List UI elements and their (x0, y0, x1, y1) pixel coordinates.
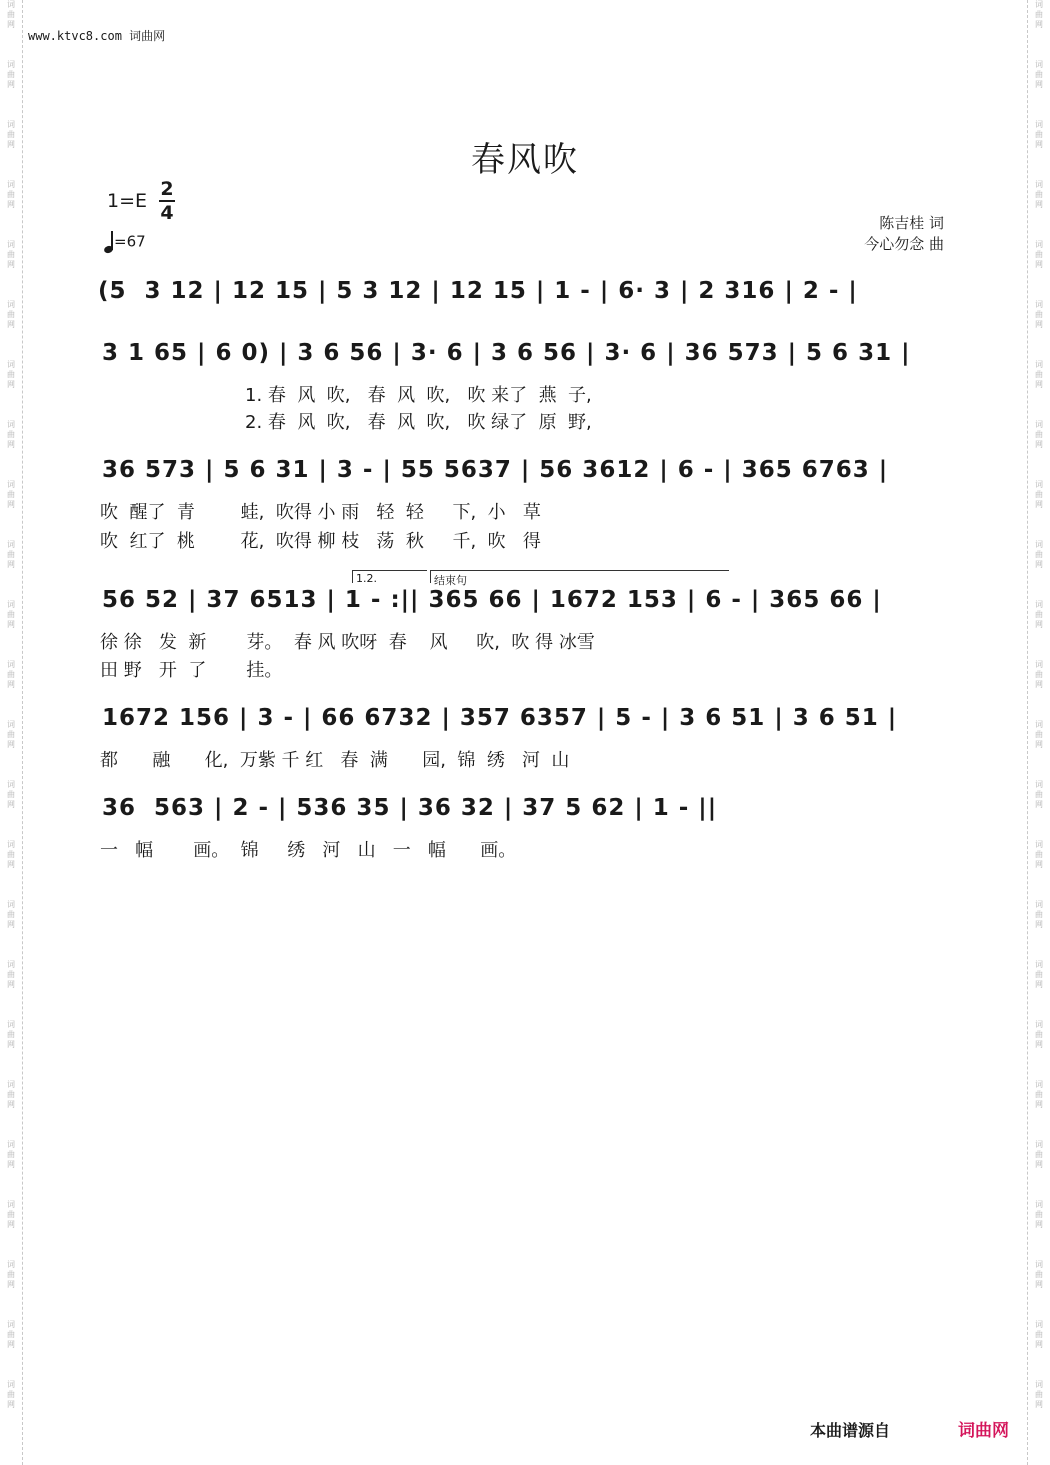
side-watermark: 词 曲 网 (1035, 120, 1043, 149)
side-watermark: 词 曲 网 (1035, 600, 1043, 629)
side-watermark: 词 曲 网 (7, 120, 15, 149)
side-watermark: 词 曲 网 (1035, 1080, 1043, 1109)
time-signature-bottom: 4 (160, 202, 174, 224)
volta-bracket-first (352, 570, 427, 583)
side-watermark: 词 曲 网 (7, 360, 15, 389)
side-watermark: 词 曲 网 (7, 960, 15, 989)
side-watermark: 词 曲 网 (7, 1020, 15, 1049)
side-watermark: 词 曲 网 (7, 600, 15, 629)
music-notes: 3 1 65 | 6 0) | 3 6 56 | 3· 6 | 3 6 56 | 3· 6 | 36 573 | 5 6 31 | (102, 340, 911, 366)
side-watermark: 词 曲 网 (1035, 1140, 1043, 1169)
time-signature (158, 178, 176, 224)
side-watermark: 词 曲 网 (7, 840, 15, 869)
side-watermark: 词 曲 网 (7, 1080, 15, 1109)
side-watermark: 词 曲 网 (7, 60, 15, 89)
tempo-marking (104, 231, 146, 253)
side-watermark: 词 曲 网 (1035, 60, 1043, 89)
side-watermark: 词 曲 网 (1035, 240, 1043, 269)
music-notes: 56 52 | 37 6513 | 1 - :|| 365 66 | 1672 153 | 6 - | 365 66 | (102, 587, 882, 613)
lyrics-verse-2: 吹 红了 桃 花, 吹得 柳 枝 荡 秋 千, 吹 得 (100, 531, 541, 552)
tempo-value: =67 (114, 232, 146, 251)
side-watermark: 词 曲 网 (1035, 1320, 1043, 1349)
side-watermark: 词 曲 网 (1035, 1260, 1043, 1289)
lyrics-verse-1: 1. 春 风 吹, 春 风 吹, 吹 来了 燕 子, (245, 385, 592, 406)
volta-label: 结束句 (434, 574, 467, 587)
quarter-note-icon (104, 231, 114, 253)
lyrics-verse-2: 田 野 开 了 挂。 (100, 660, 283, 681)
side-watermark: 词 曲 网 (7, 0, 15, 29)
source-site-link[interactable]: 词曲网 (958, 1421, 1009, 1441)
left-margin-strip (0, 0, 23, 1465)
side-watermark: 词 曲 网 (7, 1380, 15, 1409)
side-watermark: 词 曲 网 (7, 780, 15, 809)
site-url[interactable]: www.ktvc8.com 词曲网 (28, 29, 166, 43)
lyrics-verse-1: 一 幅 画。 锦 绣 河 山 一 幅 画。 (100, 840, 517, 861)
music-notes: 36 573 | 5 6 31 | 3 - | 55 5637 | 56 3612 | 6 - | 365 6763 | (102, 457, 889, 483)
side-watermark: 词 曲 网 (7, 1320, 15, 1349)
key-signature: 1=E (107, 190, 148, 212)
side-watermark: 词 曲 网 (1035, 780, 1043, 809)
side-watermark: 词 曲 网 (7, 240, 15, 269)
side-watermark: 词 曲 网 (7, 1260, 15, 1289)
right-margin-strip (1027, 0, 1050, 1465)
side-watermark: 词 曲 网 (7, 660, 15, 689)
side-watermark: 词 曲 网 (1035, 420, 1043, 449)
time-signature-top: 2 (160, 178, 174, 200)
music-notes: 1672 156 | 3 - | 66 6732 | 357 6357 | 5 - | 3 6 51 | 3 6 51 | (102, 705, 898, 731)
side-watermark: 词 曲 网 (1035, 960, 1043, 989)
side-watermark: 词 曲 网 (1035, 660, 1043, 689)
lyrics-verse-1: 徐 徐 发 新 芽。 春 风 吹呀 春 风 吹, 吹 得 冰雪 (100, 632, 595, 653)
song-title: 春风吹 (471, 140, 579, 180)
side-watermark: 词 曲 网 (1035, 300, 1043, 329)
side-watermark: 词 曲 网 (7, 900, 15, 929)
lyrics-verse-2: 2. 春 风 吹, 春 风 吹, 吹 绿了 原 野, (245, 412, 592, 433)
side-watermark: 词 曲 网 (1035, 0, 1043, 29)
side-watermark: 词 曲 网 (7, 1200, 15, 1229)
volta-label: 1.2. (356, 572, 377, 585)
side-watermark: 词 曲 网 (1035, 1020, 1043, 1049)
source-label: 本曲谱源自 (810, 1421, 891, 1440)
side-watermark: 词 曲 网 (7, 300, 15, 329)
side-watermark: 词 曲 网 (1035, 1380, 1043, 1409)
side-watermark: 词 曲 网 (1035, 540, 1043, 569)
side-watermark: 词 曲 网 (7, 540, 15, 569)
side-watermark: 词 曲 网 (1035, 1200, 1043, 1229)
side-watermark: 词 曲 网 (7, 420, 15, 449)
side-watermark: 词 曲 网 (7, 720, 15, 749)
side-watermark: 词 曲 网 (1035, 180, 1043, 209)
side-watermark: 词 曲 网 (1035, 840, 1043, 869)
music-notes: 36 563 | 2 - | 536 35 | 36 32 | 37 5 62 | 1 - || (102, 795, 718, 821)
side-watermark: 词 曲 网 (7, 480, 15, 509)
side-watermark: 词 曲 网 (1035, 720, 1043, 749)
side-watermark: 词 曲 网 (1035, 900, 1043, 929)
side-watermark: 词 曲 网 (7, 1140, 15, 1169)
side-watermark: 词 曲 网 (7, 180, 15, 209)
volta-bracket-ending (430, 570, 729, 587)
side-watermark: 词 曲 网 (1035, 480, 1043, 509)
lyrics-verse-1: 都 融 化, 万紫 千 红 春 满 园, 锦 绣 河 山 (100, 750, 570, 771)
lyrics-verse-1: 吹 醒了 青 蛙, 吹得 小 雨 轻 轻 下, 小 草 (100, 502, 541, 523)
lyricist-credit: 陈吉桂 词 (879, 214, 944, 232)
composer-credit: 今心勿念 曲 (864, 235, 944, 253)
music-notes: (5 3 12 | 12 15 | 5 3 12 | 12 15 | 1 - | 6· 3 | 2 316 | 2 - | (98, 278, 858, 304)
side-watermark: 词 曲 网 (1035, 360, 1043, 389)
